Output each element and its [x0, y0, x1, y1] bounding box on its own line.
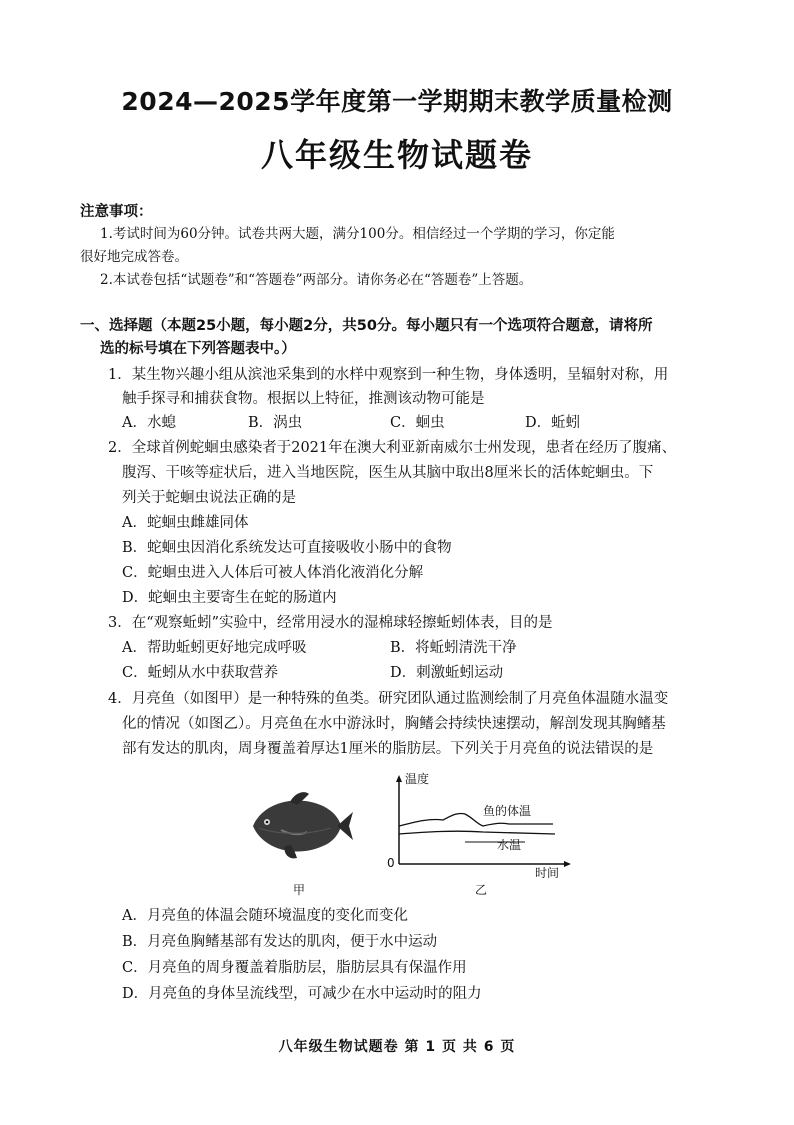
option-d[interactable]: D．月亮鱼的身体呈流线型，可减少在水中运动时的阻力: [122, 986, 482, 1002]
option-c[interactable]: C．蚯蚓从水中获取营养: [122, 665, 279, 681]
question-text: 2．全球首例蛇蛔虫感染者于2021年在澳大利亚新南威尔士州发现，患者在经历了腹痛、: [108, 440, 677, 456]
fish-illustration: [245, 788, 355, 863]
section-heading-cont: 选的标号填在下列答题表中。）: [100, 341, 296, 357]
option-b[interactable]: B．将蚯蚓清洗干净: [390, 640, 517, 656]
page-footer: 八年级生物试题卷 第 1 页 共 6 页: [278, 1039, 516, 1055]
water-temp-label: 水温: [497, 838, 522, 852]
label-yi: 乙: [475, 883, 488, 897]
option-a[interactable]: A．水螅: [122, 415, 176, 431]
option-a[interactable]: A．帮助蚯蚓更好地完成呼吸: [122, 640, 307, 656]
option-a[interactable]: A．月亮鱼的体温会随环境温度的变化而变化: [122, 908, 408, 924]
option-d[interactable]: D．蛇蛔虫主要寄生在蛇的肠道内: [122, 590, 337, 606]
question-text: 腹泻、干咳等症状后，进入当地医院，医生从其脑中取出8厘米长的活体蛇蛔虫。下: [122, 465, 654, 481]
option-b[interactable]: B．月亮鱼胸鳍基部有发达的肌肉，便于水中运动: [122, 934, 438, 950]
option-c[interactable]: C．蛇蛔虫进入人体后可被人体消化液消化分解: [122, 565, 424, 581]
question-text: 列关于蛇蛔虫说法正确的是: [122, 490, 296, 506]
option-b[interactable]: B．涡虫: [248, 415, 303, 431]
option-c[interactable]: C．月亮鱼的周身覆盖着脂肪层，脂肪层具有保温作用: [122, 960, 467, 976]
question-text: 化的情况（如图乙）。月亮鱼在水中游泳时，胸鳍会持续快速摆动，解剖发现其胸鳍基: [122, 716, 666, 732]
x-axis-label: 时间: [535, 866, 560, 880]
question-text: 4．月亮鱼（如图甲）是一种特殊的鱼类。研究团队通过监测绘制了月亮鱼体温随水温变: [108, 691, 669, 707]
option-c[interactable]: C．蛔虫: [390, 415, 445, 431]
notice-item-1: 1.考试时间为60分钟。试卷共两大题，满分100分。相信经过一个学期的学习，你定能: [100, 226, 615, 242]
figure: [235, 768, 575, 896]
notice-heading: 注意事项：: [80, 204, 153, 220]
option-a[interactable]: A．蛇蛔虫雌雄同体: [122, 515, 249, 531]
label-jia: 甲: [293, 883, 306, 897]
question-text: 1．某生物兴趣小组从滨池采集到的水样中观察到一种生物，身体透明，呈辐射对称，用: [108, 367, 669, 383]
notice-item-2: 2.本试卷包括“试题卷”和“答题卷”两部分。请你务必在“答题卷”上答题。: [100, 272, 533, 288]
fish-temp-label: 鱼的体温: [483, 804, 532, 818]
question-text: 部有发达的肌肉，周身覆盖着厚达1厘米的脂肪层。下列关于月亮鱼的说法错误的是: [122, 741, 654, 757]
option-b[interactable]: B．蛇蛔虫因消化系统发达可直接吸收小肠中的食物: [122, 540, 452, 556]
option-d[interactable]: D．蚯蚓: [525, 415, 581, 431]
section-heading: 一、选择题（本题25小题，每小题2分，共50分。每小题只有一个选项符合题意，请将所: [80, 318, 653, 334]
notice-item-1-cont: 很好地完成答卷。: [80, 249, 188, 265]
exam-subtitle: 八年级生物试题卷: [260, 136, 533, 174]
origin-label: 0: [387, 856, 395, 870]
exam-title: 2024—2025学年度第一学期期末教学质量检测: [121, 87, 673, 116]
question-text: 3．在“观察蚯蚓”实验中，经常用浸水的湿棉球轻擦蚯蚓体表，目的是: [108, 615, 553, 631]
y-axis-label: 温度: [405, 772, 430, 786]
option-d[interactable]: D．刺激蚯蚓运动: [390, 665, 504, 681]
question-text: 触手探寻和捕获食物。根据以上特征，推测该动物可能是: [122, 391, 485, 407]
